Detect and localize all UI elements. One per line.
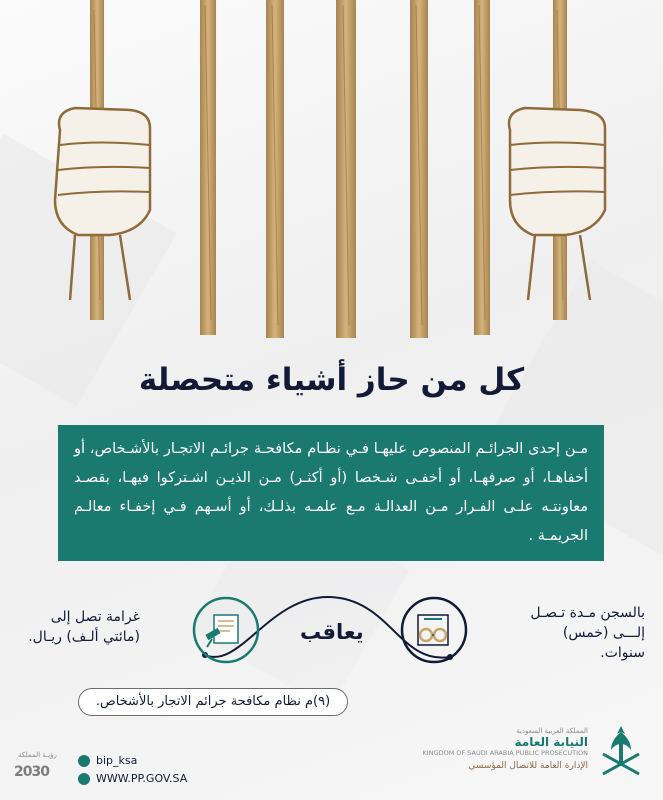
article-reference: (٩)م نظام مكافحة جرائم الاتجار بالأشخاص.: [78, 688, 348, 716]
penalty-prison-text: بالسجن مـدة تـصـل إلـــى (خمس) سنوات.: [530, 605, 645, 661]
description-panel: [58, 425, 604, 561]
org-name: النيابة العامة: [514, 735, 588, 749]
saudi-emblem-icon: [591, 722, 651, 782]
globe-icon: [78, 773, 90, 785]
handcuffs-icon: [418, 615, 448, 645]
twitter-link[interactable]: bip_ksa: [78, 752, 187, 770]
description-text: مـن إحدى الجرائـم المنصوص عليهـا فـي نظـام مكافحـة جرائـم الاتجـار بالأشـخاص، أو أخفاهـا، أو صرفهـا، أو أخفـى شـخصا (أو أكثـر) مـن الذيـن اشـتركوا فيهـا، بقصـد معاونتـه علـى الفـرار مـن العدالـة مـع علمـه بذلـك، أو أسـهم فـي إخفـاء معالـم الجريمـة .: [74, 441, 588, 544]
org-en: KINGDOM OF SAUDI ARABIA PUBLIC PROSECUTION: [422, 749, 588, 757]
organization-block: [423, 727, 589, 771]
org-department: الإدارة العامة للاتصال المؤسسي: [468, 761, 588, 771]
vision-2030-logo: [12, 750, 70, 790]
vision-small-text: رؤيـة المملكة: [18, 751, 57, 759]
website-link[interactable]: WWW.PP.GOV.SA: [78, 770, 187, 788]
vision-text: 2030: [14, 764, 49, 780]
page-title: كل من حاز أشياء متحصلة: [138, 362, 525, 398]
prison-bars-hands-illustration: [0, 0, 663, 340]
twitter-icon: [78, 755, 90, 767]
org-country: المملكة العربية السعودية: [516, 727, 588, 735]
social-links: [78, 752, 187, 788]
gavel-document-icon: [205, 615, 238, 647]
penalty-fine-text: غرامة تصل إلى (مائتي ألـف) ريـال.: [28, 609, 140, 645]
punishment-label: يعاقب: [300, 620, 364, 644]
